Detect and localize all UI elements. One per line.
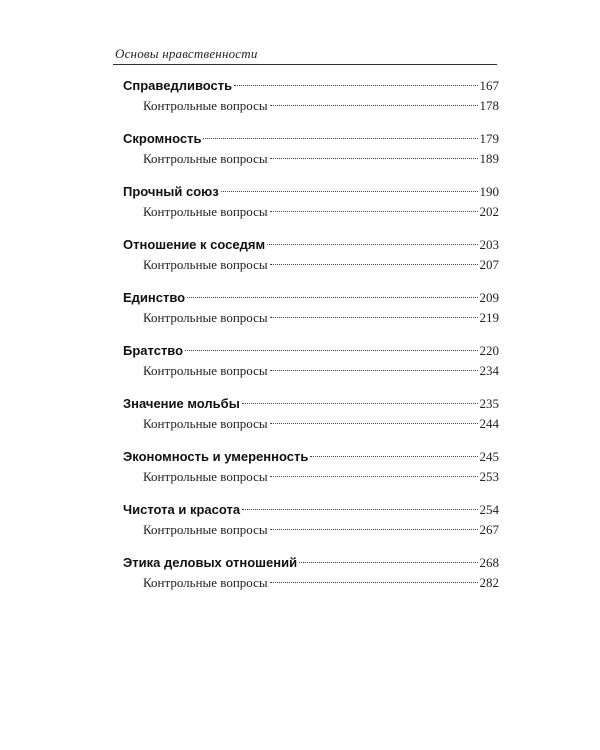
toc-entry-title: Справедливость [123, 78, 233, 93]
toc-entry-title: Чистота и красота [123, 502, 241, 517]
toc-entry-title: Прочный союз [123, 184, 219, 199]
toc-subentry-page: 189 [479, 151, 499, 166]
toc-subentry [123, 414, 499, 434]
toc-subentry-label: Контрольные вопросы [143, 151, 268, 166]
toc-subentry-page: 219 [479, 310, 499, 325]
toc-subentry-page: 178 [479, 98, 499, 113]
toc-subentry-label: Контрольные вопросы [143, 98, 268, 113]
dot-leader [242, 403, 478, 404]
dot-leader [270, 264, 478, 265]
toc-subentry-page: 244 [479, 416, 499, 431]
dot-leader [310, 456, 477, 457]
toc-entry-title: Скромность [123, 131, 202, 146]
dot-leader [270, 582, 478, 583]
toc-subentry [123, 255, 499, 275]
dot-leader [270, 158, 478, 159]
dot-leader [270, 423, 478, 424]
toc-subentry-page: 253 [479, 469, 499, 484]
toc-entry-page: 254 [479, 502, 499, 517]
dot-leader [242, 509, 477, 510]
toc-entry-page: 268 [479, 555, 499, 570]
toc-entry [123, 76, 499, 96]
running-head: Основы нравственности [115, 46, 258, 61]
header-rule [113, 64, 497, 65]
toc-subentry-page: 207 [479, 257, 499, 272]
table-of-contents [123, 76, 499, 606]
toc-subentry [123, 467, 499, 487]
dot-leader [270, 370, 478, 371]
toc-section [123, 394, 499, 434]
toc-entry [123, 288, 499, 308]
toc-entry-page: 220 [479, 343, 499, 358]
toc-section [123, 500, 499, 540]
toc-subentry-label: Контрольные вопросы [143, 416, 268, 431]
toc-subentry-label: Контрольные вопросы [143, 363, 268, 378]
dot-leader [270, 476, 478, 477]
dot-leader [203, 138, 477, 139]
dot-leader [185, 350, 477, 351]
toc-entry-title: Экономность и умеренность [123, 449, 309, 464]
toc-entry-page: 179 [479, 131, 499, 146]
toc-section [123, 235, 499, 275]
toc-subentry [123, 202, 499, 222]
dot-leader [267, 244, 477, 245]
toc-subentry [123, 96, 499, 116]
toc-section [123, 341, 499, 381]
toc-section [123, 447, 499, 487]
toc-entry [123, 394, 499, 414]
dot-leader [270, 317, 478, 318]
toc-section [123, 182, 499, 222]
toc-subentry-label: Контрольные вопросы [143, 257, 268, 272]
toc-entry-page: 190 [479, 184, 499, 199]
dot-leader [270, 105, 478, 106]
toc-subentry [123, 308, 499, 328]
toc-subentry-label: Контрольные вопросы [143, 204, 268, 219]
toc-subentry [123, 520, 499, 540]
toc-entry-page: 245 [479, 449, 499, 464]
toc-entry [123, 129, 499, 149]
toc-subentry-label: Контрольные вопросы [143, 469, 268, 484]
toc-entry-title: Этика деловых отношений [123, 555, 298, 570]
dot-leader [221, 191, 478, 192]
toc-subentry-page: 234 [479, 363, 499, 378]
dot-leader [187, 297, 477, 298]
toc-section [123, 553, 499, 593]
toc-entry [123, 553, 499, 573]
toc-section [123, 76, 499, 116]
toc-entry [123, 182, 499, 202]
toc-entry-page: 203 [479, 237, 499, 252]
toc-entry-title: Значение мольбы [123, 396, 240, 411]
toc-entry [123, 447, 499, 467]
toc-entry-page: 235 [479, 396, 499, 411]
toc-entry-page: 167 [479, 78, 499, 93]
dot-leader [299, 562, 477, 563]
toc-subentry-label: Контрольные вопросы [143, 575, 268, 590]
dot-leader [234, 85, 477, 86]
toc-subentry-label: Контрольные вопросы [143, 522, 268, 537]
toc-section [123, 129, 499, 169]
toc-entry-title: Отношение к соседям [123, 237, 266, 252]
toc-subentry [123, 149, 499, 169]
dot-leader [270, 211, 478, 212]
toc-subentry-page: 202 [479, 204, 499, 219]
toc-subentry [123, 361, 499, 381]
toc-subentry [123, 573, 499, 593]
toc-section [123, 288, 499, 328]
toc-entry [123, 341, 499, 361]
toc-subentry-label: Контрольные вопросы [143, 310, 268, 325]
toc-entry [123, 235, 499, 255]
toc-entry-title: Братство [123, 343, 184, 358]
dot-leader [270, 529, 478, 530]
toc-entry-title: Единство [123, 290, 186, 305]
toc-entry [123, 500, 499, 520]
toc-subentry-page: 267 [479, 522, 499, 537]
toc-entry-page: 209 [479, 290, 499, 305]
toc-subentry-page: 282 [479, 575, 499, 590]
